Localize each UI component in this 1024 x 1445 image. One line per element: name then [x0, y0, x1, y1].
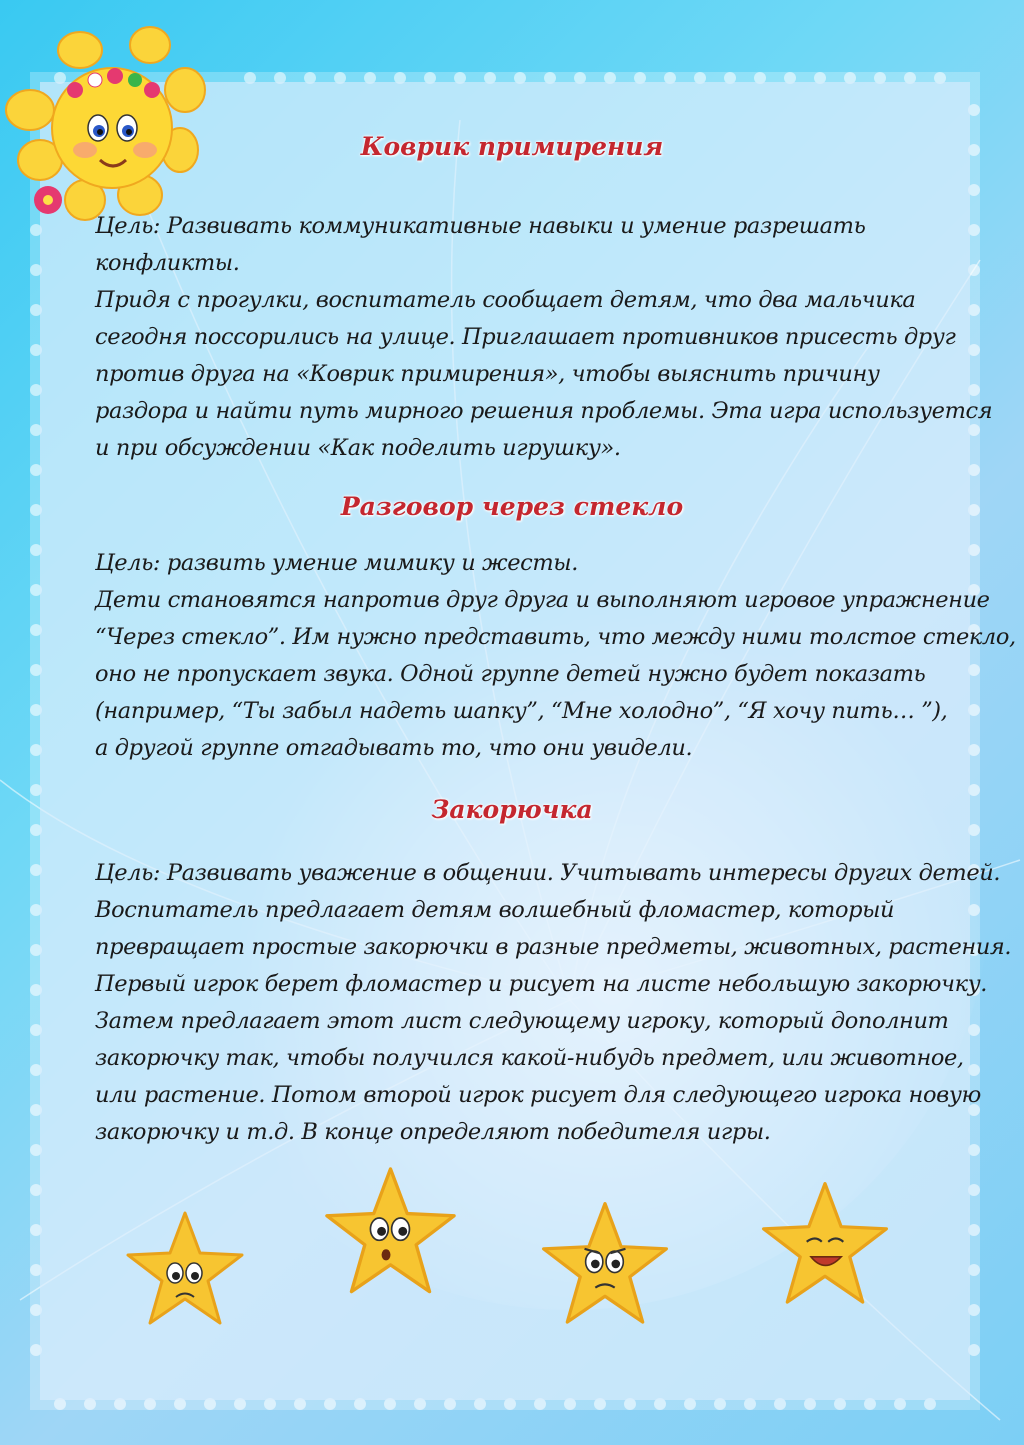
text-line: Затем предлагает этот лист следующему игроку, который дополнит — [95, 1008, 949, 1034]
section-title-2: Разговор через стекло — [340, 492, 684, 521]
section-text-3 — [95, 855, 1012, 1151]
text-line: раздора и найти путь мирного решения проблемы. Эта игра используется — [95, 398, 993, 424]
frowning-star-icon — [535, 1195, 675, 1335]
section-text-2 — [95, 545, 1016, 767]
section-title-3: Закорючка — [431, 795, 593, 824]
text-line: (например, “Ты забыл надеть шапку”, “Мне холодно”, “Я хочу пить… ”), — [95, 698, 948, 724]
text-line: закорючку и т.д. В конце определяют победителя игры. — [95, 1119, 771, 1145]
smiling-star-icon — [755, 1175, 895, 1315]
text-line: Цель: развить умение мимику и жесты. — [95, 550, 578, 576]
text-line: “Через стекло”. Им нужно представить, что между ними толстое стекло, — [95, 624, 1016, 650]
text-line: закорючку так, чтобы получился какой-нибудь предмет, или животное, — [95, 1045, 964, 1071]
text-line: Дети становятся напротив друг друга и выполняют игровое упражнение — [95, 587, 990, 613]
text-line: а другой группе отгадывать то, что они увидели. — [95, 735, 693, 761]
sun-icon — [0, 10, 225, 225]
text-line: Воспитатель предлагает детям волшебный фломастер, который — [95, 897, 895, 923]
text-line: сегодня поссорились на улице. Приглашает противников присесть друг — [95, 324, 956, 350]
text-line: превращает простые закорючки в разные предметы, животных, растения. — [95, 934, 1012, 960]
text-line: Придя с прогулки, воспитатель сообщает детям, что два мальчика — [95, 287, 916, 313]
section-text-1 — [95, 208, 993, 467]
text-line: Цель: Развивать коммуникативные навыки и умение разрешать — [95, 213, 866, 239]
text-line: или растение. Потом второй игрок рисует для следующего игрока новую — [95, 1082, 981, 1108]
text-line: конфликты. — [95, 250, 240, 276]
text-line: оно не пропускает звука. Одной группе детей нужно будет показать — [95, 661, 926, 687]
text-line: и при обсуждении «Как поделить игрушку». — [95, 435, 621, 461]
surprised-star-icon — [318, 1160, 463, 1305]
sad-star-icon — [120, 1205, 250, 1335]
section-title-1: Коврик примирения — [360, 132, 664, 161]
text-line: Первый игрок берет фломастер и рисует на листе небольшую закорючку. — [95, 971, 988, 997]
text-line: Цель: Развивать уважение в общении. Учитывать интересы других детей. — [95, 860, 1001, 886]
text-line: против друга на «Коврик примирения», чтобы выяснить причину — [95, 361, 880, 387]
